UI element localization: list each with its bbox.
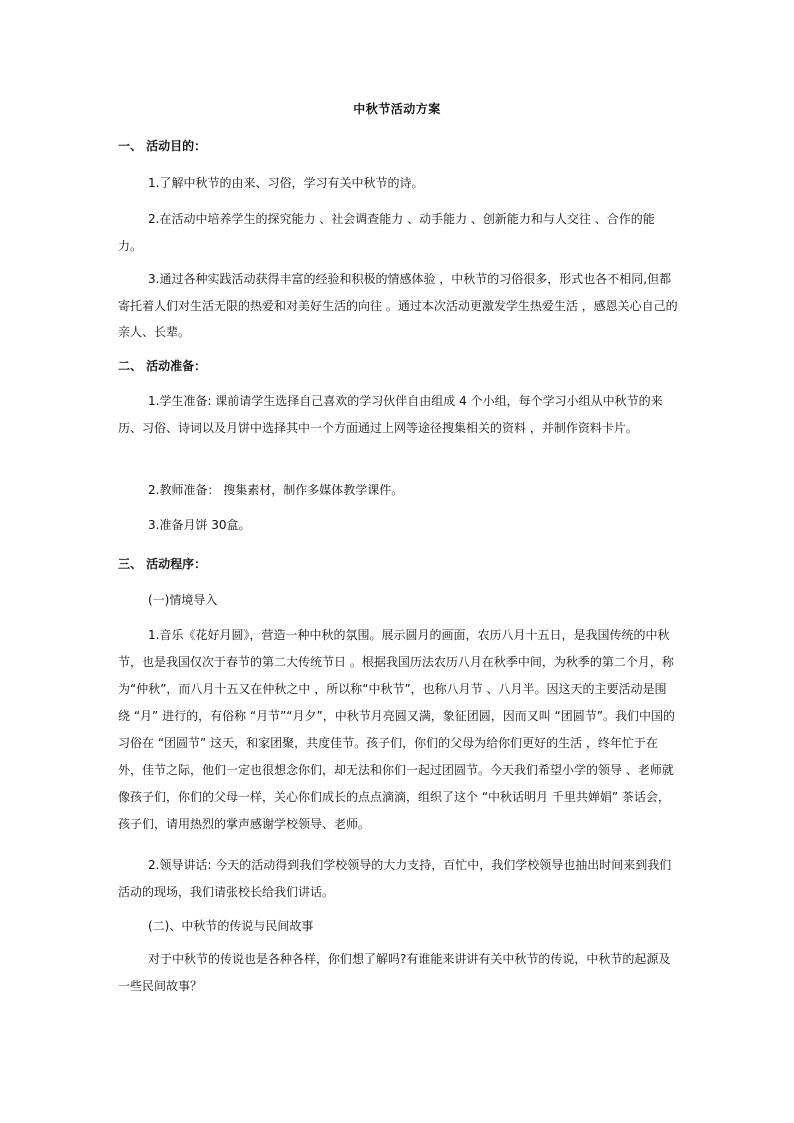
paragraph: 2.教师准备： 搜集素材，制作多媒体教学课件。 <box>148 483 404 497</box>
document-title: 中秋节活动方案 <box>353 102 441 116</box>
paragraph: 2.领导讲话: 今天的活动得到我们学校领导的大力支持，百忙中，我们学校领导也抽出时间来到我们活动的现场，我们请张校长给我们讲话。 <box>118 858 672 899</box>
subheading-legends: (二)、中秋节的传说与民间故事 <box>148 919 314 933</box>
paragraph: 对于中秋节的传说也是各种各样，你们想了解吗?有谁能来讲讲有关中秋节的传说，中秋节的起源及一些民间故事？ <box>118 952 671 993</box>
paragraph: 1.学生准备: 课前请学生选择自己喜欢的学习伙伴自由组成 4 个小组，每个学习小组从中秋节的来历、习俗、诗词以及月饼中选择其中一个方面通过上网等途径搜集相关的资料 ，并制作资料卡片。 <box>118 394 663 435</box>
paragraph: 3.通过各种实践活动获得丰富的经验和积极的情感体验 ，中秋节的习俗很多，形式也各不相同,但都寄托着人们对生活无限的热爱和对美好生活的向往 。通过本次活动更激发学生热爱生活 ，感恩关心自己的亲人、长辈。 <box>118 272 678 339</box>
paragraph: 1.音乐《花好月圆》，营造一种中秋的氛围。展示圆月的画面，农历八月十五日，是我国传统的中秋节，也是我国仅次于春节的第二大传统节日 。根据我国历法农历八月在秋季中间，为秋季的第二个月，称为“仲秋”，而八月十五又在仲秋之中 ，所以称“中秋节”，也称八月节 、八月半。因这天的主要活动是围绕 “月” 进行的，有俗称 “月节”“月夕”，中秋节月亮圆又满，象征团圆，因而又叫 “团圆节”。我们中国的习俗在 “团圆节” 这天，和家团聚，共度佳节。孩子们，你们的父母为给你们更好的生活 ，终年忙于在外，佳节之际，他们一定也很想念你们，却无法和你们一起过团圆节。今天我们希望小学的领导 、老师就像孩子们，你们的父母一样，关心你们成长的点点滴滴，组织了这个 “中秋话明月 千里共婵娟” 茶话会，孩子们，请用热烈的掌声感谢学校领导、老师。 <box>118 628 675 831</box>
paragraph: 2.在活动中培养学生的探究能力 、社会调查能力 、动手能力 、创新能力和与人交往 、合作的能力。 <box>118 212 655 253</box>
section-heading-procedure: 三、 活动程序： <box>118 557 207 571</box>
section-heading-purpose: 一、 活动目的： <box>118 139 207 153</box>
section-heading-preparation: 二、 活动准备： <box>118 359 207 373</box>
paragraph: 1.了解中秋节的由来、习俗，学习有关中秋节的诗。 <box>148 176 424 190</box>
paragraph: 3.准备月饼 30盒。 <box>148 518 251 532</box>
subheading-intro: (一)情境导入 <box>148 593 218 607</box>
